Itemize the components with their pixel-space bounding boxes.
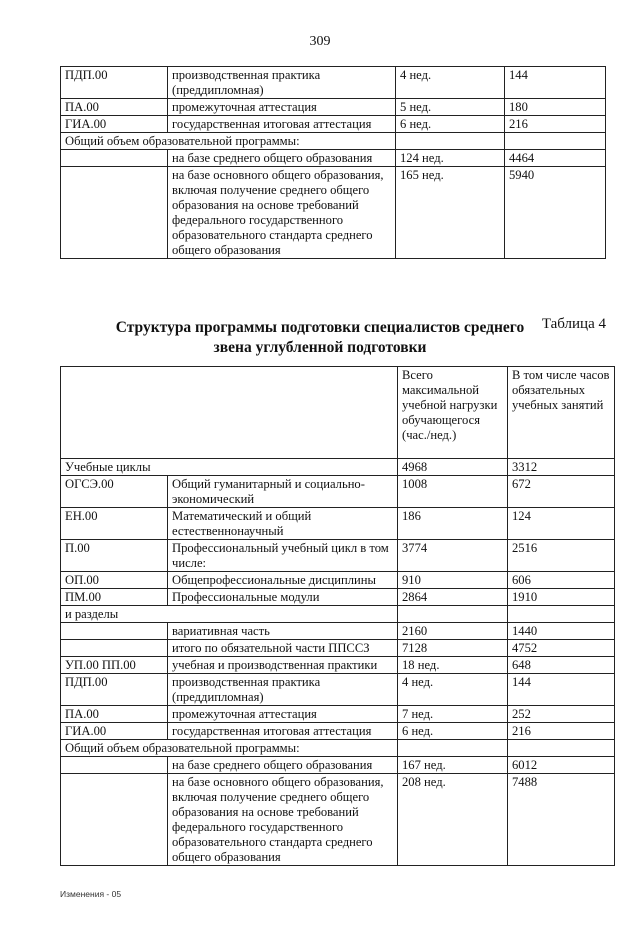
cell-empty xyxy=(61,757,168,774)
cell-empty xyxy=(61,167,168,259)
table-row xyxy=(61,167,606,259)
cell-total-label: Общий объем образовательной программы: xyxy=(61,740,398,757)
cell-empty xyxy=(508,606,615,623)
footer-revision: Изменения - 05 xyxy=(60,889,122,899)
table-row xyxy=(61,606,615,623)
cell-hours: 144 xyxy=(505,67,606,99)
cell-empty xyxy=(505,133,606,150)
table-row xyxy=(61,540,615,572)
table-row xyxy=(61,150,606,167)
cell-load: 5 нед. xyxy=(396,99,505,116)
cell-empty xyxy=(508,740,615,757)
cell-load: 167 нед. xyxy=(398,757,508,774)
cell-name: Профессиональный учебный цикл в том числе: xyxy=(168,540,398,572)
table-row xyxy=(61,116,606,133)
cell-load: 4 нед. xyxy=(396,67,505,99)
cell-load: 6 нед. xyxy=(398,723,508,740)
cell-empty xyxy=(61,623,168,640)
table-row xyxy=(61,623,615,640)
header-max-load: Всего максимальной учебной нагрузки обучающегося (час./нед.) xyxy=(398,367,508,459)
table-row xyxy=(61,99,606,116)
table-row xyxy=(61,640,615,657)
cell-sections-label: и разделы xyxy=(61,606,398,623)
cell-empty xyxy=(61,640,168,657)
cell-load: 6 нед. xyxy=(396,116,505,133)
table-label: Таблица 4 xyxy=(541,316,606,332)
cell-name: Общий гуманитарный и социально-экономический xyxy=(168,476,398,508)
cell-code: ПДП.00 xyxy=(61,67,168,99)
cell-load: 2160 xyxy=(398,623,508,640)
cell-name: государственная итоговая аттестация xyxy=(168,116,396,133)
cell-load: 910 xyxy=(398,572,508,589)
cell-name: вариативная часть xyxy=(168,623,398,640)
cell-hours: 1440 xyxy=(508,623,615,640)
table-row xyxy=(61,508,615,540)
cell-load: 208 нед. xyxy=(398,774,508,866)
cell-empty xyxy=(61,774,168,866)
cell-empty xyxy=(398,606,508,623)
cell-load: 18 нед. xyxy=(398,657,508,674)
cell-hours: 648 xyxy=(508,657,615,674)
table-row xyxy=(61,589,615,606)
cell-name: Общепрофессиональные дисциплины xyxy=(168,572,398,589)
cell-empty xyxy=(398,740,508,757)
cell-name: производственная практика (преддипломная) xyxy=(168,67,396,99)
cell-hours: 216 xyxy=(505,116,606,133)
cell-hours: 4752 xyxy=(508,640,615,657)
cell-code: ПДП.00 xyxy=(61,674,168,706)
cell-hours: 252 xyxy=(508,706,615,723)
cell-hours: 5940 xyxy=(505,167,606,259)
table-row xyxy=(61,740,615,757)
table-row xyxy=(61,476,615,508)
cell-load: 7 нед. xyxy=(398,706,508,723)
table-row xyxy=(61,459,615,476)
cell-name: на базе среднего общего образования xyxy=(168,757,398,774)
cell-hours: 2516 xyxy=(508,540,615,572)
cell-code: ПА.00 xyxy=(61,99,168,116)
cell-code: ГИА.00 xyxy=(61,723,168,740)
cell-load: 4968 xyxy=(398,459,508,476)
table-3-continued xyxy=(60,66,606,259)
cell-load: 165 нед. xyxy=(396,167,505,259)
table-row xyxy=(61,774,615,866)
cell-hours: 1910 xyxy=(508,589,615,606)
cell-total-label: Общий объем образовательной программы: xyxy=(61,133,396,150)
cell-load: 186 xyxy=(398,508,508,540)
cell-empty xyxy=(396,133,505,150)
header-required-hours: В том числе часов обязательных учебных занятий xyxy=(508,367,615,459)
cell-load: 7128 xyxy=(398,640,508,657)
cell-code: ГИА.00 xyxy=(61,116,168,133)
table-row xyxy=(61,723,615,740)
cell-code: ОП.00 xyxy=(61,572,168,589)
cell-code: ЕН.00 xyxy=(61,508,168,540)
table-row xyxy=(61,657,615,674)
cell-code: ПМ.00 xyxy=(61,589,168,606)
table-row xyxy=(61,67,606,99)
table-4 xyxy=(60,366,615,866)
page-number: 309 xyxy=(309,34,331,49)
cell-name: промежуточная аттестация xyxy=(168,99,396,116)
table-title: Структура программы подготовки специалистов среднего звена углубленной подготовки xyxy=(115,319,525,356)
cell-code: ПА.00 xyxy=(61,706,168,723)
cell-load: 4 нед. xyxy=(398,674,508,706)
cell-name: на базе среднего общего образования xyxy=(168,150,396,167)
cell-hours: 144 xyxy=(508,674,615,706)
cell-code: П.00 xyxy=(61,540,168,572)
table-row xyxy=(61,757,615,774)
cell-name: Профессиональные модули xyxy=(168,589,398,606)
cell-hours: 216 xyxy=(508,723,615,740)
cell-hours: 124 xyxy=(508,508,615,540)
cell-name: учебная и производственная практики xyxy=(168,657,398,674)
cell-hours: 3312 xyxy=(508,459,615,476)
cell-name: государственная итоговая аттестация xyxy=(168,723,398,740)
header-empty-cell xyxy=(61,367,398,459)
cell-hours: 180 xyxy=(505,99,606,116)
table-row xyxy=(61,572,615,589)
cell-hours: 672 xyxy=(508,476,615,508)
cell-cycles-label: Учебные циклы xyxy=(61,459,398,476)
cell-hours: 4464 xyxy=(505,150,606,167)
cell-load: 2864 xyxy=(398,589,508,606)
cell-hours: 606 xyxy=(508,572,615,589)
table-row xyxy=(61,674,615,706)
cell-name: итого по обязательной части ППССЗ xyxy=(168,640,398,657)
table-header-row xyxy=(61,367,615,459)
cell-name: на базе основного общего образования, включая получение среднего общего образования на основе требований федерального государственного образовательного стандарта среднего общего образования xyxy=(168,774,398,866)
cell-hours: 7488 xyxy=(508,774,615,866)
cell-load: 124 нед. xyxy=(396,150,505,167)
cell-load: 1008 xyxy=(398,476,508,508)
table-row xyxy=(61,706,615,723)
table-row xyxy=(61,133,606,150)
cell-name: производственная практика (преддипломная) xyxy=(168,674,398,706)
cell-empty xyxy=(61,150,168,167)
cell-hours: 6012 xyxy=(508,757,615,774)
cell-load: 3774 xyxy=(398,540,508,572)
cell-name: Математический и общий естественнонаучный xyxy=(168,508,398,540)
cell-code: УП.00 ПП.00 xyxy=(61,657,168,674)
cell-code: ОГСЭ.00 xyxy=(61,476,168,508)
cell-name: на базе основного общего образования, включая получение среднего общего образования на основе требований федерального государственного образовательного стандарта среднего общего образования xyxy=(168,167,396,259)
cell-name: промежуточная аттестация xyxy=(168,706,398,723)
